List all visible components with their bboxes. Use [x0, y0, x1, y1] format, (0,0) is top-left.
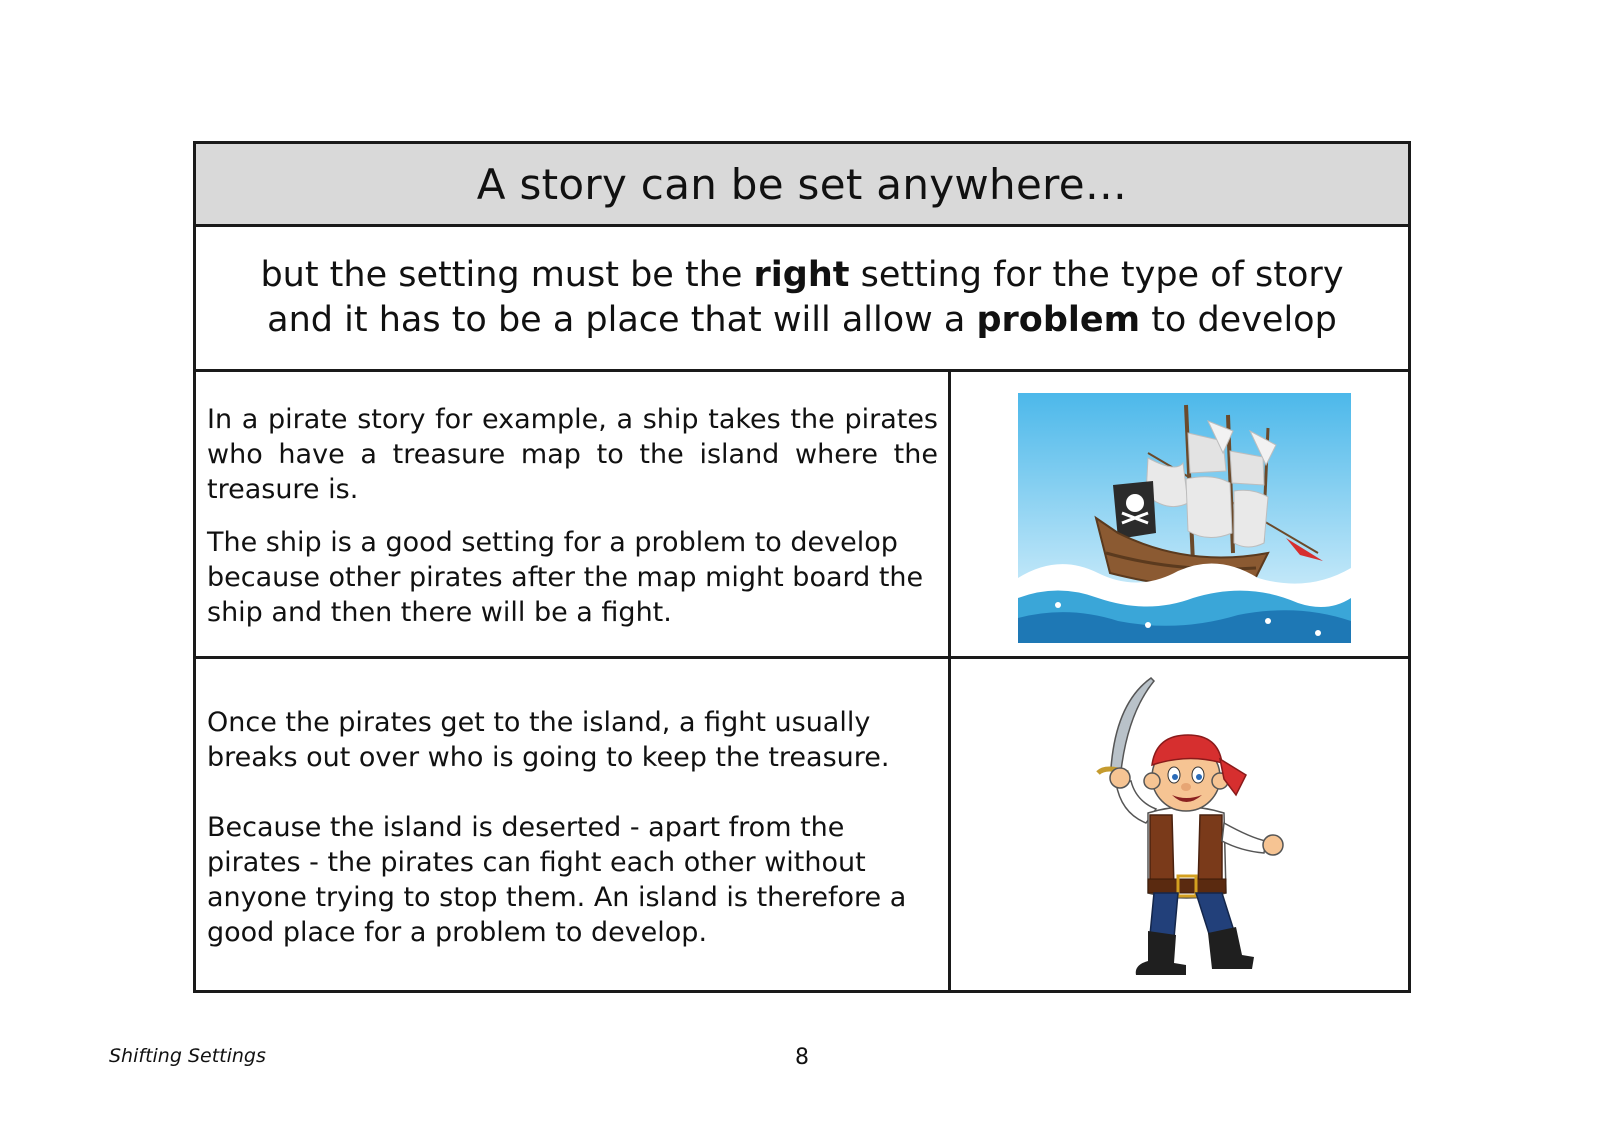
page-number: 8	[795, 1045, 809, 1070]
ship-text-cell	[196, 372, 951, 656]
title-row	[196, 144, 1408, 227]
paragraph: Because the island is deserted - apart from the pirates - the pirates can fight each other without anyone trying to stop them. An island is therefore a good place for a problem to develop.	[207, 812, 907, 948]
ship-row	[196, 372, 1408, 659]
subtitle-emphasis-right: right	[753, 255, 850, 295]
subtitle-text: to develop	[1140, 300, 1337, 340]
ship-image-cell	[951, 372, 1408, 656]
pirate-image-cell	[951, 659, 1408, 990]
island-text-cell	[196, 659, 951, 990]
subtitle-row	[196, 227, 1408, 372]
island-row	[196, 659, 1408, 990]
subtitle-line-1	[260, 253, 1343, 298]
document-title-footer: Shifting Settings	[109, 1045, 266, 1067]
paragraph: In a pirate story for example, a ship takes the pirates who have a treasure map to the island where the treasure is.	[207, 404, 938, 505]
subtitle-line-2	[267, 298, 1337, 343]
page-title: A story can be set anywhere…	[476, 159, 1128, 209]
paragraph: Once the pirates get to the island, a fight usually breaks out over who is going to keep the treasure.	[207, 707, 890, 773]
content-table	[193, 141, 1411, 993]
subtitle-text: and it has to be a place that will allow a	[267, 300, 977, 340]
subtitle-text: setting for the type of story	[849, 255, 1344, 295]
subtitle-text: but the setting must be the	[260, 255, 754, 295]
paragraph: The ship is a good setting for a problem to develop because other pirates after the map might board the ship and then there will be a fight.	[207, 527, 924, 628]
cartoon-pirate-boy-illustration	[1076, 673, 1296, 983]
pirate-ship-illustration	[1018, 393, 1351, 643]
subtitle-emphasis-problem: problem	[976, 300, 1141, 340]
